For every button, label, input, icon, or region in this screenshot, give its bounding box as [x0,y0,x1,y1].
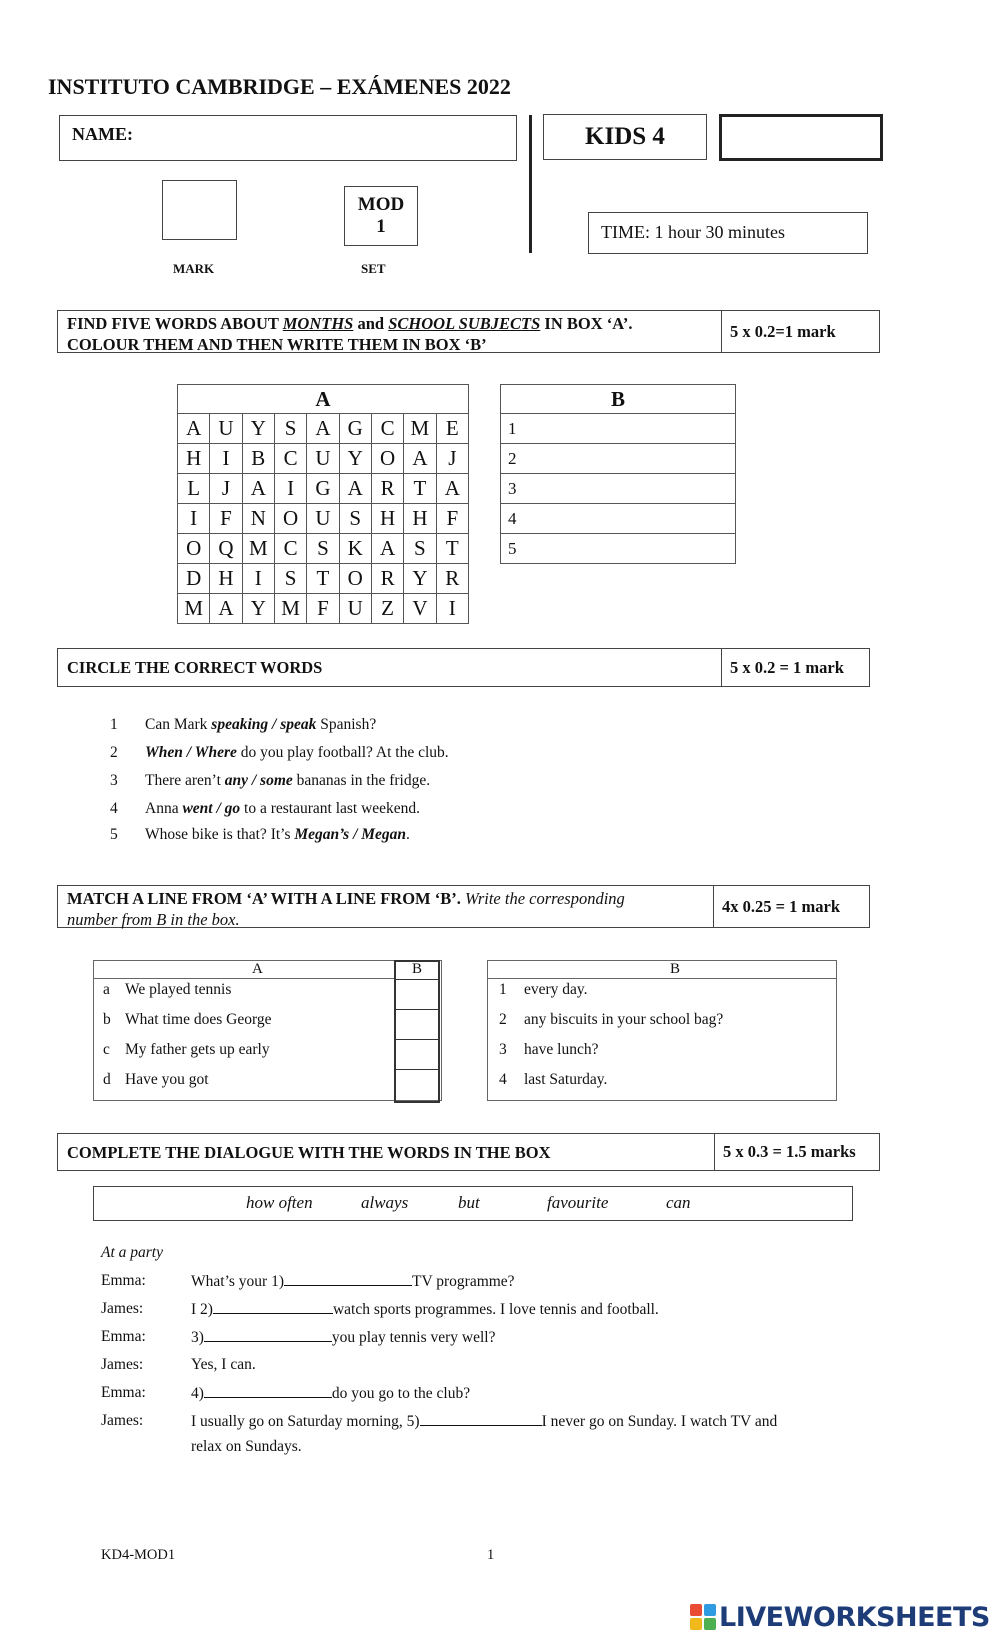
wordsearch-row [178,474,469,504]
wordsearch-cell[interactable]: A [371,534,403,564]
answer-divider [394,1069,440,1070]
set-label: SET [361,261,386,276]
answer-row[interactable]: 3 [501,474,736,504]
wordsearch-cell[interactable]: A [404,444,436,474]
wordsearch-cell[interactable]: S [274,414,306,444]
match-b-num: 3 [499,1041,507,1058]
mod-label: MOD [357,194,405,215]
wordsearch-cell[interactable]: A [307,414,339,444]
section3-header [57,885,870,928]
answer-box-b[interactable] [396,1011,438,1038]
name-label: NAME: [72,124,133,144]
answer-box-b [500,384,736,564]
dialogue-line: I usually go on Saturday morning, 5) I never go on Sunday. I watch TV and [191,1413,778,1430]
wordsearch-cell[interactable]: S [307,534,339,564]
wordsearch-cell[interactable]: R [371,474,403,504]
word-bank-item: always [361,1193,409,1212]
wordsearch-cell[interactable]: Y [404,564,436,594]
footer-code: KD4-MOD1 [101,1547,176,1563]
wordsearch-cell[interactable]: S [339,504,371,534]
wordsearch-cell[interactable]: J [436,444,468,474]
answer-box-header: B [501,385,736,414]
wordsearch-cell[interactable]: J [210,474,242,504]
wordsearch-cell[interactable]: I [436,594,468,624]
logo-grid-icon [690,1604,716,1630]
match-a-text: We played tennis [125,981,232,998]
wordsearch-cell[interactable]: G [339,414,371,444]
answer-box-c[interactable] [396,1041,438,1068]
wordsearch-row [178,564,469,594]
match-column-b [487,960,837,1101]
wordsearch-cell[interactable]: I [274,474,306,504]
wordsearch-cell[interactable]: C [274,534,306,564]
wordsearch-cell[interactable]: M [178,594,210,624]
blank-1[interactable] [284,1272,412,1286]
wordsearch-header: A [178,385,469,414]
wordsearch-cell[interactable]: B [242,444,274,474]
wordsearch-cell[interactable]: O [274,504,306,534]
match-a-item: b [103,1011,111,1028]
wordsearch-cell[interactable]: S [274,564,306,594]
mark-label: MARK [173,261,215,276]
section3-score: 4x 0.25 = 1 mark [713,886,869,927]
wordsearch-cell[interactable]: N [242,504,274,534]
wordsearch-cell[interactable]: I [210,444,242,474]
wordsearch-cell[interactable]: O [371,444,403,474]
answer-box-d[interactable] [396,1071,438,1099]
wordsearch-cell[interactable]: U [307,444,339,474]
answer-row[interactable]: 4 [501,504,736,534]
blank-3[interactable] [204,1328,332,1342]
wordsearch-cell[interactable]: A [339,474,371,504]
page-title: INSTITUTO CAMBRIDGE – EXÁMENES 2022 [48,74,511,99]
section3-instructions: MATCH A LINE FROM ‘A’ WITH A LINE FROM ‘B’. Write the corresponding number from B in the box. [67,889,625,929]
match-b-text: every day. [524,981,588,998]
wordsearch-cell[interactable]: Y [339,444,371,474]
wordsearch-cell[interactable]: Y [242,594,274,624]
wordsearch-row [178,594,469,624]
wordsearch-cell[interactable]: H [404,504,436,534]
section4-header [57,1133,880,1171]
dialogue-line: 3) you play tennis very well? [191,1329,496,1346]
section2-score: 5 x 0.2 = 1 mark [721,649,869,686]
wordsearch-cell[interactable]: V [404,594,436,624]
match-b-num: 1 [499,981,507,998]
subjects-word: SCHOOL SUBJECTS [388,314,541,333]
wordsearch-cell[interactable]: D [178,564,210,594]
word-bank-item: favourite [547,1193,609,1212]
answer-box-a[interactable] [396,981,438,1008]
wordsearch-cell[interactable]: I [242,564,274,594]
match-b-text: have lunch? [524,1041,599,1058]
match-b-text: last Saturday. [524,1071,608,1088]
wordsearch-cell[interactable]: U [339,594,371,624]
match-a-item: d [103,1071,111,1088]
speaker: James: [101,1412,144,1429]
blank-4[interactable] [204,1384,332,1398]
liveworksheets-logo[interactable] [690,1602,990,1632]
months-word: MONTHS [282,314,354,333]
choice-options[interactable]: any / some [224,772,293,789]
wordsearch-cell[interactable]: T [307,564,339,594]
dialogue-line: 4) do you go to the club? [191,1385,471,1402]
word-bank-item: but [458,1193,480,1212]
dialogue-line: I 2) watch sports programmes. I love tennis and football. [191,1301,659,1318]
wordsearch-cell[interactable]: A [210,594,242,624]
section1-header [57,310,880,353]
wordsearch-cell[interactable]: R [371,564,403,594]
wordsearch-cell[interactable]: K [339,534,371,564]
wordsearch-cell[interactable]: F [210,504,242,534]
wordsearch-cell[interactable]: O [339,564,371,594]
mod-number: 1 [376,216,386,237]
wordsearch-cell[interactable]: Z [371,594,403,624]
word-bank-item: how often [246,1193,313,1212]
wordsearch-cell[interactable]: F [436,504,468,534]
dialogue-line-continued: relax on Sundays. [191,1438,302,1455]
match-a-item: a [103,981,110,998]
wordsearch-cell[interactable]: R [436,564,468,594]
section2-header [57,648,870,687]
wordsearch-grid [177,384,469,624]
wordsearch-cell[interactable]: A [436,474,468,504]
speaker: Emma: [101,1384,146,1401]
wordsearch-cell[interactable]: H [210,564,242,594]
match-b-num: 2 [499,1011,507,1028]
column-a-box-header: B [412,961,423,977]
section4-score: 5 x 0.3 = 1.5 marks [714,1134,879,1170]
answer-row[interactable]: 1 [501,414,736,444]
wordsearch-cell[interactable]: F [307,594,339,624]
wordsearch-row [178,504,469,534]
wordsearch-cell[interactable]: L [178,474,210,504]
speaker: Emma: [101,1272,146,1289]
wordsearch-row [178,534,469,564]
match-a-text: My father gets up early [125,1041,270,1058]
dialogue-line: What’s your 1) TV programme? [191,1273,515,1290]
choice-options[interactable]: Megan’s / Megan [294,826,407,843]
wordsearch-cell[interactable]: C [274,444,306,474]
word-bank-item: can [666,1193,691,1212]
match-column-a [93,960,442,1101]
wordsearch-cell[interactable]: M [242,534,274,564]
section4-title: COMPLETE THE DIALOGUE WITH THE WORDS IN THE BOX [67,1143,551,1162]
match-a-text: What time does George [125,1011,272,1028]
match-b-num: 4 [499,1071,507,1088]
section2-title: CIRCLE THE CORRECT WORDS [67,658,323,677]
wordsearch-cell[interactable]: M [404,414,436,444]
wordsearch-cell[interactable]: T [436,534,468,564]
wordsearch-cell[interactable]: A [178,414,210,444]
wordsearch-cell[interactable]: C [371,414,403,444]
vertical-divider [529,115,532,253]
blank-5[interactable] [420,1412,542,1426]
answer-row[interactable]: 5 [501,534,736,564]
choice-options[interactable]: speaking / speak [211,716,317,733]
speaker: James: [101,1356,144,1373]
answer-divider [394,1009,440,1010]
wordsearch-cell[interactable]: A [242,474,274,504]
match-b-text: any biscuits in your school bag? [524,1011,724,1028]
name-field[interactable] [59,115,517,161]
page-number: 1 [487,1547,495,1563]
wordsearch-cell[interactable]: H [178,444,210,474]
speaker: James: [101,1300,144,1317]
mod-box [344,186,418,246]
column-a-header: A [252,961,263,977]
time-box: TIME: 1 hour 30 minutes [588,212,868,254]
mark-box[interactable] [162,180,237,240]
level-box: KIDS 4 [543,114,707,160]
answer-row[interactable]: 2 [501,444,736,474]
choice-options[interactable]: When / Where [145,744,237,761]
wordsearch-row [178,444,469,474]
wordsearch-row [178,414,469,444]
wordsearch-cell[interactable]: Y [242,414,274,444]
logo-text: LIVEWORKSHEETS [719,1601,990,1633]
wordsearch-cell[interactable]: E [436,414,468,444]
blank-box[interactable] [719,114,883,161]
speaker: Emma: [101,1328,146,1345]
dialogue-setting: At a party [101,1244,163,1261]
answer-divider [394,1039,440,1040]
wordsearch-cell[interactable]: T [404,474,436,504]
choice-options[interactable]: went / go [182,800,241,817]
section1-score: 5 x 0.2=1 mark [721,311,879,352]
match-a-text: Have you got [125,1071,209,1088]
wordsearch-cell[interactable]: H [371,504,403,534]
wordsearch-cell[interactable]: U [210,414,242,444]
wordsearch-cell[interactable]: G [307,474,339,504]
dialogue-line: Yes, I can. [191,1356,256,1373]
wordsearch-cell[interactable]: O [178,534,210,564]
wordsearch-cell[interactable]: M [274,594,306,624]
column-b-header: B [670,961,681,977]
match-a-item: c [103,1041,110,1058]
blank-2[interactable] [213,1300,333,1314]
wordsearch-cell[interactable]: S [404,534,436,564]
wordsearch-cell[interactable]: Q [210,534,242,564]
wordsearch-cell[interactable]: I [178,504,210,534]
section1-instructions: FIND FIVE WORDS ABOUT MONTHS and SCHOOL SUBJECTS IN BOX ‘A’. COLOUR THEM AND THEN WRITE THEM IN BOX ‘B’ [67,314,633,354]
wordsearch-cell[interactable]: U [307,504,339,534]
